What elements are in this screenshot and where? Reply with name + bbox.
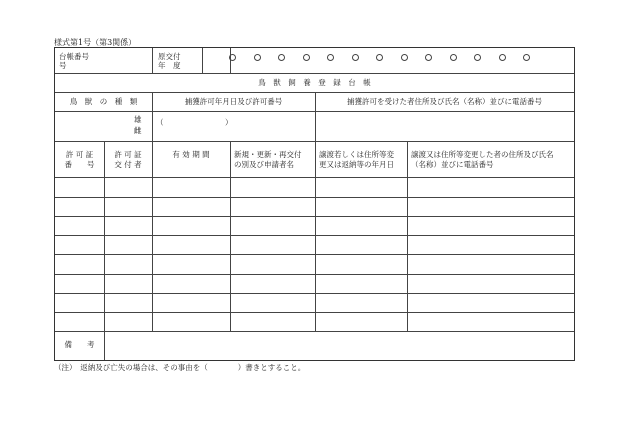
capture-permit-date-label: 捕獲許可年月日及び許可番号 bbox=[184, 97, 283, 106]
ledger-number-label: 台帳番号 bbox=[59, 52, 89, 61]
issuer-header-2: 交 付 者 bbox=[114, 160, 142, 169]
issuer-header-1: 許 可 証 bbox=[114, 150, 142, 159]
count-paren-close: ） bbox=[225, 118, 233, 127]
year-circle bbox=[376, 54, 383, 61]
year-circle bbox=[254, 54, 261, 61]
year-circle bbox=[499, 54, 506, 61]
species-label: 鳥 獣 の 種 類 bbox=[69, 97, 138, 106]
year-circle bbox=[229, 54, 236, 61]
applicant-header-2: の別及び申請者名 bbox=[234, 160, 294, 169]
year-circle bbox=[327, 54, 334, 61]
permit-holder-label: 捕獲許可を受けた者住所及び氏名（名称）並びに電話番号 bbox=[347, 97, 542, 106]
year-circle bbox=[278, 54, 285, 61]
permit-number-header-1: 許 可 証 bbox=[65, 150, 94, 159]
transfer-date-header-1: 譲渡若しくは住所等変 bbox=[319, 150, 394, 159]
year-circle bbox=[352, 54, 359, 61]
fiscal-year-label: 年 度 bbox=[158, 61, 181, 70]
ledger-number-suffix: 号 bbox=[59, 61, 67, 70]
applicant-header-1: 新規・更新・再交付 bbox=[234, 150, 302, 159]
year-circle bbox=[450, 54, 457, 61]
ledger-banner: 鳥 獣 飼 養 登 録 台 帳 bbox=[258, 78, 371, 87]
new-holder-header-1: 譲渡又は住所等変更した者の住所及び氏名 bbox=[411, 150, 554, 159]
year-circle bbox=[523, 54, 530, 61]
registration-ledger-table bbox=[54, 47, 575, 361]
remarks-label: 備 考 bbox=[64, 340, 95, 349]
count-paren-open: （ bbox=[156, 118, 164, 127]
validity-period-header: 有 効 期 間 bbox=[172, 150, 210, 159]
footnote: （注） 返納及び亡失の場合は、その事由を（ ）書きとすること。 bbox=[54, 363, 306, 372]
new-holder-header-2: （名称）並びに電話番号 bbox=[411, 160, 494, 169]
transfer-date-header-2: 更又は返納等の年月日 bbox=[319, 160, 394, 169]
permit-number-header-2: 番 号 bbox=[64, 160, 95, 169]
form-title: 様式第1号（第3関係） bbox=[54, 38, 137, 47]
year-circle bbox=[474, 54, 481, 61]
male-label: 雄 bbox=[134, 115, 142, 124]
female-label: 雌 bbox=[134, 126, 142, 135]
year-circle bbox=[425, 54, 432, 61]
year-circle bbox=[401, 54, 408, 61]
year-circle bbox=[303, 54, 310, 61]
original-issue-label: 原交付 bbox=[158, 52, 181, 61]
